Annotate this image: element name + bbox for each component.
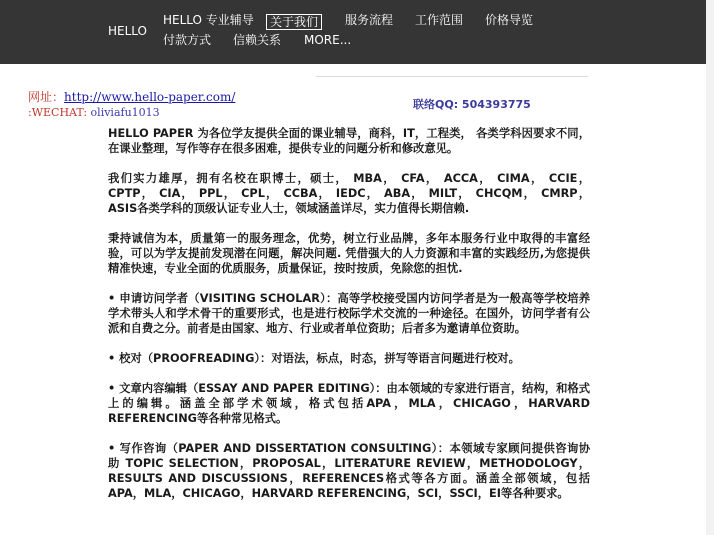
wechat-id: oliviafu1013 [90,106,160,119]
main-content [108,126,590,516]
menu-item-work-scope[interactable]: 工作范围 [415,13,464,27]
philosophy-paragraph: 秉持诚信为本，质量第一的服务理念，优势，树立行业品牌，多年本服务行业中取得的丰富经验，可以为学友提前发现潜在问题，解决问题. 凭借强大的人力资源和丰富的实践经历,为您提供精准快速，专业全面的优质服务，质量保证，按时按质，免除您的担忧. [108,232,590,275]
qq-contact: 联络QQ: 504393775 [413,98,531,111]
menu-row-1 [163,12,583,32]
menu-item-tutoring[interactable]: HELLO 专业辅导 [163,13,254,27]
consulting-paragraph: • 写作咨询（PAPER AND DISSERTATION CONSULTING）：本领域专家顾问提供咨询协助 TOPIC SELECTION，PROPOSAL，LITERATURE REVIEW，METHODOLOGY，RESULTS AND DISCUSSIONS，REFERENCES格式等各方面。涵盖全部领域，包括APA，MLA，CHICAGO，HARVARD REFERENCING，SCI，SSCI，EI等各种要求。 [108,442,590,500]
menu-row-2 [163,32,583,52]
visiting-scholar-paragraph: • 申请访问学者（VISITING SCHOLAR）：高等学校接受国内访问学者是为一般高等学校培养学术带头人和学术骨干的重要形式，也是进行校际学术交流的一种途径。在国外，访问学者有公派和自费之分。前者是由国家、地方、行业或者单位资助；后者多为邀请单位资助。 [108,292,590,335]
main-menu [163,12,583,52]
menu-item-trust[interactable]: 信赖关系 [233,33,282,47]
editing-paragraph: • 文章内容编辑（ESSAY AND PAPER EDITING）：由本领域的专家进行语言，结构，和格式上的编辑。涵盖全部学术领域，格式包括APA，MLA，CHICAGO，HARVARD REFERENCING等各种常见格式。 [108,382,590,425]
page-scrollbar[interactable] [706,0,714,535]
menu-item-about-us[interactable]: 关于我们 [266,14,322,30]
strength-paragraph: 我们实力雄厚，拥有名校在职博士，硕士， MBA， CFA， ACCA， CIMA， CCIE， CPTP， CIA， PPL， CPL， CCBA， IEDC， ABA， MILT， CHCQM， CMRP， ASIS各类学科的顶级认证专业人士，领域涵盖详尽，实力值得长期信赖. [108,172,590,215]
menu-item-service-process[interactable]: 服务流程 [345,13,394,27]
menu-item-more[interactable]: MORE... [304,33,352,47]
menu-item-payment[interactable]: 付款方式 [163,33,212,47]
brand-logo[interactable]: HELLO [108,24,147,38]
url-label: 网址： [28,90,65,104]
top-navbar [0,0,706,64]
wechat-line [28,106,235,119]
header-divider [316,76,588,77]
proofreading-paragraph: • 校对（PROOFREADING）：对语法，标点，时态，拼写等语言问题进行校对。 [108,352,520,365]
wechat-label: :WECHAT: [28,106,91,119]
intro-paragraph: HELLO PAPER 为各位学友提供全面的课业辅导，商科，IT，工程类， 各类学科因要求不同，在课业整理，写作等存在很多困难，提供专业的问题分析和修改意见。 [108,127,590,155]
menu-item-pricing[interactable]: 价格导览 [485,13,534,27]
site-info [28,86,235,119]
website-link[interactable]: http://www.hello-paper.com/ [64,90,236,104]
